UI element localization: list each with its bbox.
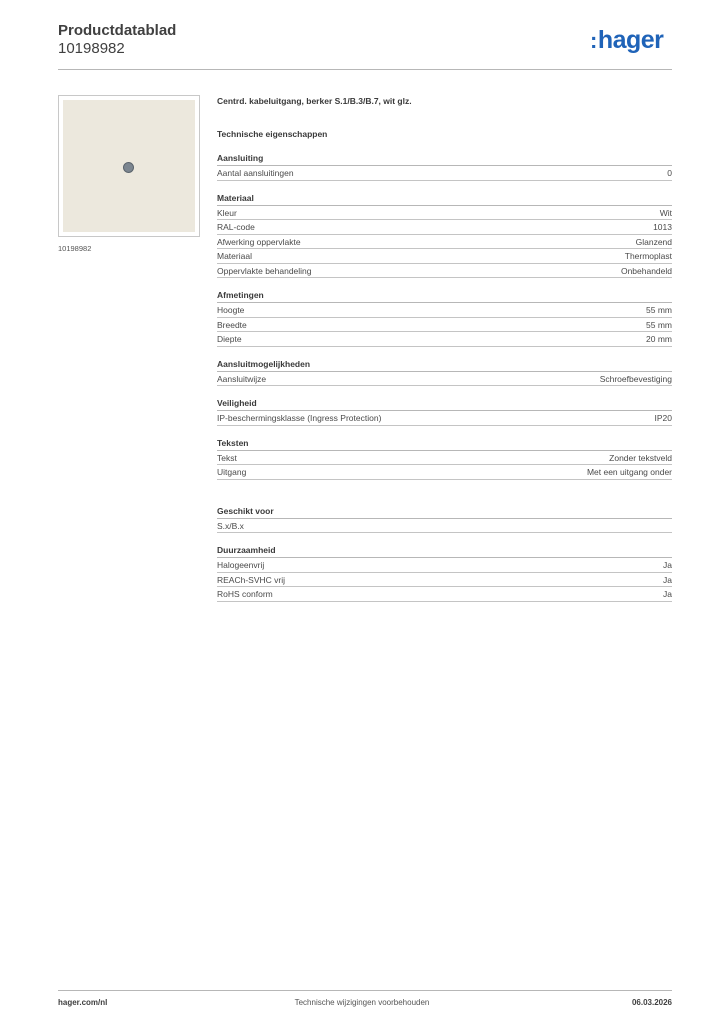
- property-label: Kleur: [217, 207, 237, 218]
- property-label: Afwerking oppervlakte: [217, 236, 301, 247]
- property-value: Wit: [659, 207, 672, 218]
- property-label: Oppervlakte behandeling: [217, 265, 312, 276]
- footer-date: 06.03.2026: [631, 998, 672, 1007]
- hager-logo[interactable]: [590, 26, 663, 55]
- section-title: Afmetingen: [217, 289, 672, 303]
- section: [217, 505, 672, 534]
- section: [217, 289, 672, 347]
- property-row: [217, 587, 672, 602]
- tech-heading: Technische eigenschappen: [217, 129, 328, 139]
- property-label: Tekst: [217, 452, 237, 463]
- product-details: [217, 95, 672, 602]
- property-row: [217, 558, 672, 573]
- logo-colon: :: [590, 28, 597, 53]
- page-header-title: Productdatablad: [58, 22, 177, 39]
- footer-website-link[interactable]: hager.com/nl: [58, 998, 108, 1007]
- section: [217, 544, 672, 602]
- header-divider: [58, 69, 672, 70]
- property-row: [217, 411, 672, 426]
- property-row: [217, 573, 672, 588]
- property-value: 55 mm: [646, 305, 672, 315]
- section: [217, 437, 672, 480]
- section-title: Geschikt voor: [217, 505, 672, 519]
- product-description: Centrd. kabeluitgang, berker S.1/B.3/B.7, wit glz.: [217, 96, 412, 106]
- property-value: Schroefbevestiging: [599, 373, 672, 384]
- property-label: RoHS conform: [217, 589, 273, 599]
- property-label: S.x/B.x: [217, 520, 244, 531]
- property-row: [217, 166, 672, 181]
- footer-divider: [58, 990, 672, 991]
- property-row: [217, 303, 672, 318]
- property-value: Met een uitgang onder: [586, 467, 672, 477]
- section-title: Veiligheid: [217, 397, 672, 411]
- section-title: Duurzaamheid: [217, 544, 672, 558]
- logo-text: hager: [597, 26, 664, 54]
- section: [217, 192, 672, 279]
- product-number: 10198982: [58, 40, 125, 57]
- section-title: Teksten: [217, 437, 672, 451]
- property-value: Ja: [663, 560, 672, 570]
- property-label: Breedte: [217, 319, 247, 330]
- property-row: [217, 519, 672, 534]
- property-row: [217, 249, 672, 264]
- image-caption: 10198982: [58, 244, 92, 253]
- property-value: IP20: [654, 413, 672, 423]
- property-value: 0: [667, 168, 672, 178]
- property-label: Aansluitwijze: [217, 373, 267, 384]
- property-row: [217, 465, 672, 480]
- section: [217, 152, 672, 181]
- property-label: Materiaal: [217, 251, 252, 261]
- property-value: Onbehandeld: [620, 265, 672, 276]
- property-value: Ja: [663, 574, 672, 585]
- property-value: Zonder tekstveld: [609, 452, 672, 463]
- property-value: 1013: [653, 222, 672, 232]
- property-value: 20 mm: [646, 334, 672, 344]
- property-label: Hoogte: [217, 305, 245, 315]
- property-row: [217, 235, 672, 250]
- product-image: [58, 95, 200, 237]
- property-label: IP-beschermingsklasse (Ingress Protection): [217, 413, 382, 423]
- property-value: 55 mm: [646, 319, 672, 330]
- section-title: Materiaal: [217, 192, 672, 206]
- cover-plate: [63, 100, 195, 232]
- property-label: REACh-SVHC vrij: [217, 574, 286, 585]
- property-row: [217, 318, 672, 333]
- section: [217, 397, 672, 426]
- property-label: RAL-code: [217, 222, 255, 232]
- property-label: Halogeenvrij: [217, 560, 265, 570]
- property-label: Diepte: [217, 334, 242, 344]
- property-row: [217, 220, 672, 235]
- property-label: Uitgang: [217, 467, 247, 477]
- property-row: [217, 206, 672, 221]
- property-sections: [217, 152, 672, 602]
- property-row: [217, 264, 672, 279]
- section: [217, 358, 672, 387]
- footer-center-note: Technische wijzigingen voorbehouden: [294, 998, 430, 1007]
- property-value: Thermoplast: [624, 251, 672, 261]
- property-label: Aantal aansluitingen: [217, 168, 294, 178]
- section-title: Aansluitmogelijkheden: [217, 358, 672, 372]
- property-value: Ja: [663, 589, 672, 599]
- property-value: Glanzend: [635, 236, 672, 247]
- property-row: [217, 451, 672, 466]
- property-row: [217, 372, 672, 387]
- property-row: [217, 332, 672, 347]
- section-title: Aansluiting: [217, 152, 672, 166]
- cable-outlet-hole: [123, 162, 134, 173]
